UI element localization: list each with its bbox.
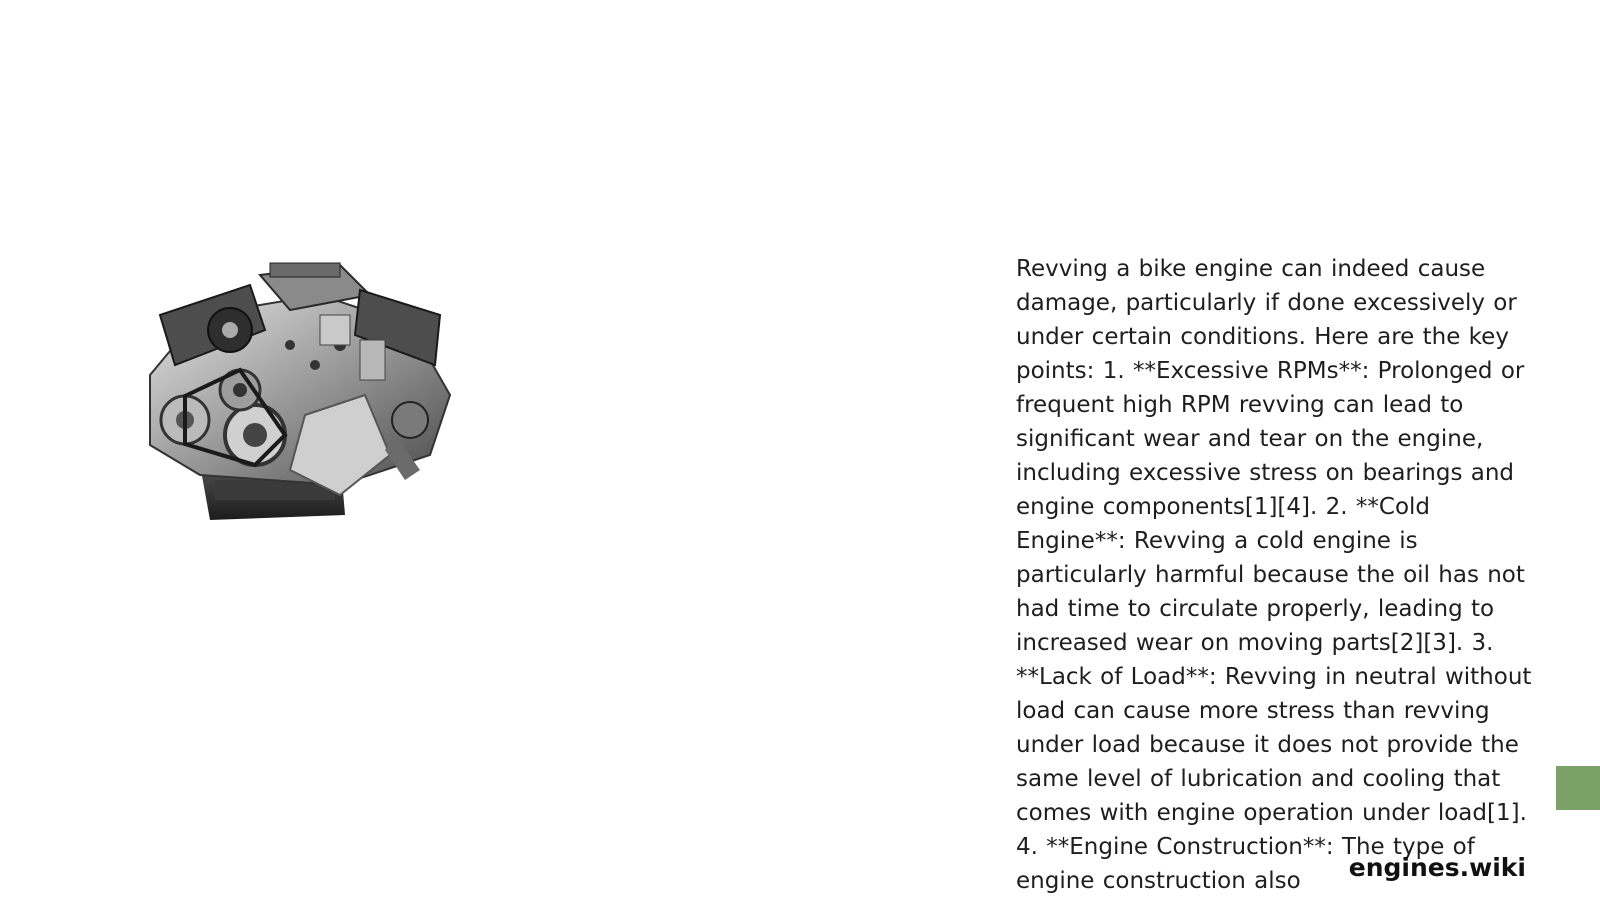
body-text: Revving a bike engine can indeed cause damage, particularly if done excessively or under certain conditions. Here are the key points: 1. **Excessive RPMs**: Prolonged or frequent high RPM revving can lead to significant wear and tear on the engine, including excessive stress on bearings and engine components[1][4]. 2. **Cold Engine**: Revving a cold engine is particularly harmful because the oil has not had time to circulate properly, leading to increased wear on moving parts[2][3]. 3. **Lack of Load**: Revving in neutral without load can cause more stress than revving under load because it does not provide the same level of lubrication and cooling that comes with engine operation under load[1]. 4. **Engine Construction**: The type of engine construction also [1016,256,1532,894]
brand-label: engines.wiki [1348,853,1526,882]
side-tab[interactable] [1556,766,1600,810]
engine-photo-icon [140,255,460,540]
